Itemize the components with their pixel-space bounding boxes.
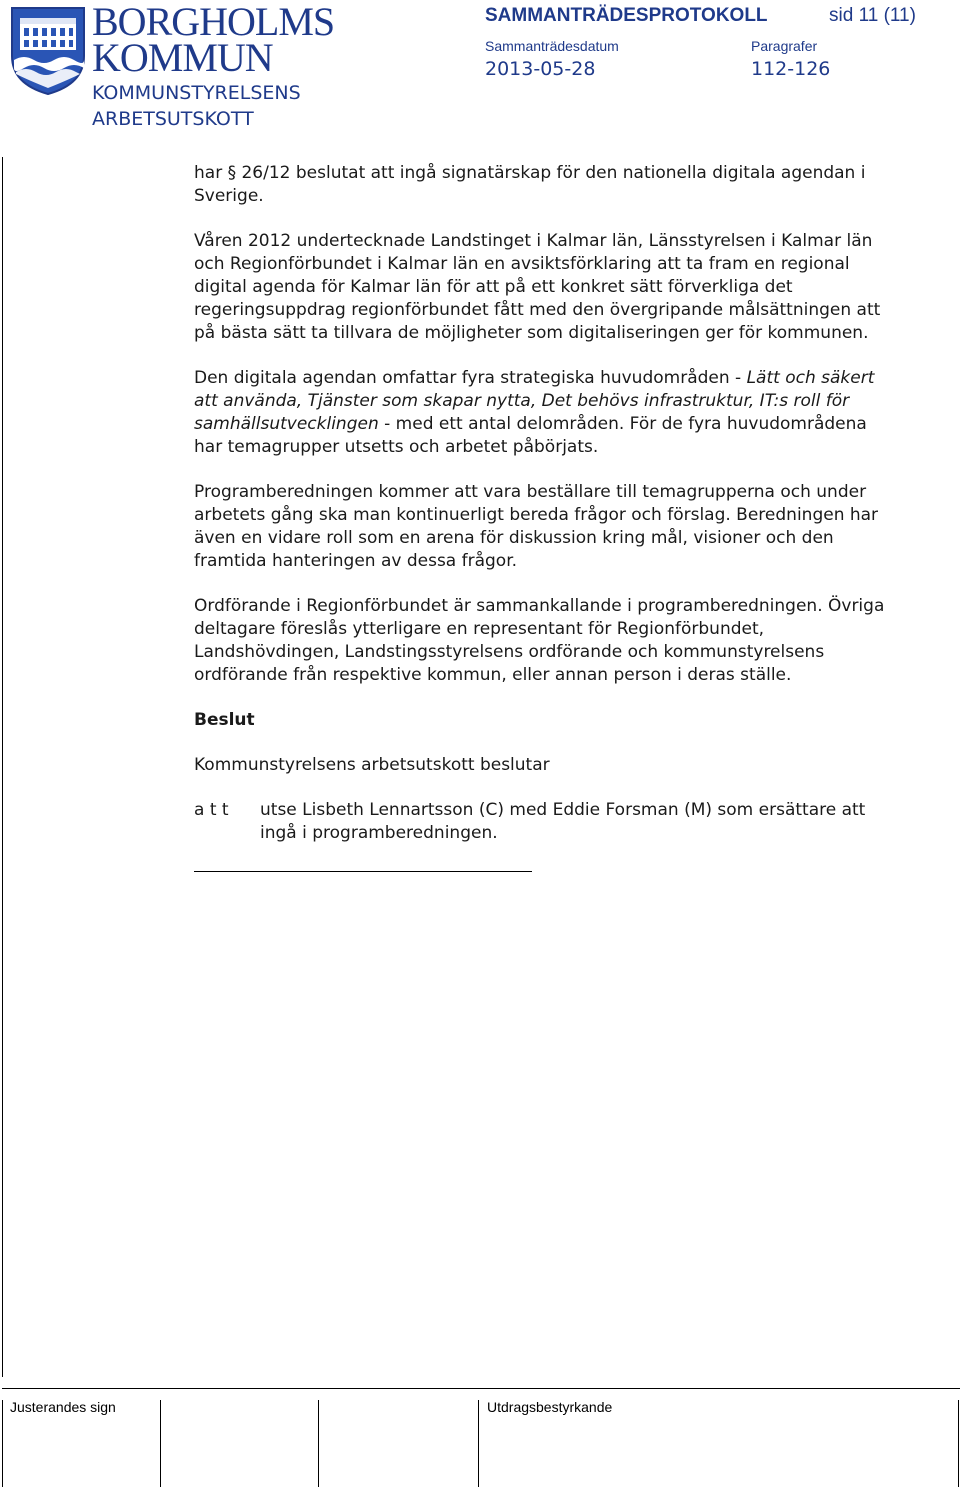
att-text: utse Lisbeth Lennartsson (C) med Eddie Forsman (M) som ersättare att ingå i programberedningen. [260,800,866,843]
footer-top-rule [2,1388,960,1389]
page-number: sid 11 (11) [829,5,916,26]
signature-underline [194,871,532,872]
paragraph-1: har § 26/12 beslutat att ingå signatärskap för den nationella digitala agendan i Sverige. [194,163,866,206]
paragraphs-value: 112-126 [751,58,831,80]
paragraph-5: Ordförande i Regionförbundet är sammankallande i programberedningen. Övriga deltagare föreslås ytterligare en representant för Regionförbundet, Landshövdingen, Landstingsstyrelsens ordförande och kommunstyrelsens ordförande från respektive kommun, eller annan person i deras ställe. [194,596,885,685]
focus-areas-italic: Lätt och säkert att använda, Tjänster som skapar nytta, Det behövs infrastruktur, IT:s roll för samhällsutvecklingen [194,368,875,434]
decision-intro: Kommunstyrelsens arbetsutskott beslutar [194,755,550,775]
footer-justerandes-sign-label: Justerandes sign [10,1399,116,1415]
paragraphs-label: Paragrafer [751,38,818,54]
decision-heading: Beslut [194,710,255,730]
footer-utdragsbestyrkande-label: Utdragsbestyrkande [487,1399,613,1415]
org-name-line1: KOMMUNSTYRELSENS [92,82,301,104]
att-label: a t t [194,800,229,820]
meeting-date-label: Sammanträdesdatum [485,38,619,54]
footer-separator [478,1400,479,1487]
document-type: SAMMANTRÄDESPROTOKOLL [485,5,768,26]
paragraph-3-start: Den digitala agendan omfattar fyra strategiska huvudområden - [194,368,747,388]
footer-separator [2,1400,3,1487]
decision-att-clause [194,799,894,845]
paragraph-2: Våren 2012 undertecknade Landstinget i Kalmar län, Länsstyrelsen i Kalmar län och Regionförbundet i Kalmar län en avsiktsförklaring att ta fram en regional digital agenda för Kalmar län för att på ett konkret sätt förverkliga det regeringsuppdrag regionförbundet fått med den övergripande målsättningen att på bästa sätt ta tillvara de möjligheter som digitaliseringen ger för kommunen. [194,231,881,343]
paragraph-4: Programberedningen kommer att vara beställare till temagrupperna och under arbetets gång ska man kontinuerligt bereda frågor och förslag. Beredningen har även en vidare roll som en arena för diskussion kring mål, visioner och den framtida hanteringen av dessa frågor. [194,482,879,571]
protocol-body [194,162,894,872]
left-margin-rule [2,157,3,1377]
footer-separator [958,1400,959,1487]
paragraph-3-end: - med ett antal delområden. För de fyra huvudområdena har temagrupper utsetts och arbetet påbörjats. [194,414,867,457]
logo-wordmark-line1: BORGHOLMS [92,0,335,44]
meeting-date-value: 2013-05-28 [485,58,596,80]
footer-separator [318,1400,319,1487]
logo-wordmark-line2: KOMMUN [92,35,273,80]
paragraph-3 [194,367,894,459]
org-name-line2: ARBETSUTSKOTT [92,108,254,130]
footer-separator [160,1400,161,1487]
municipality-emblem-icon [8,4,88,96]
